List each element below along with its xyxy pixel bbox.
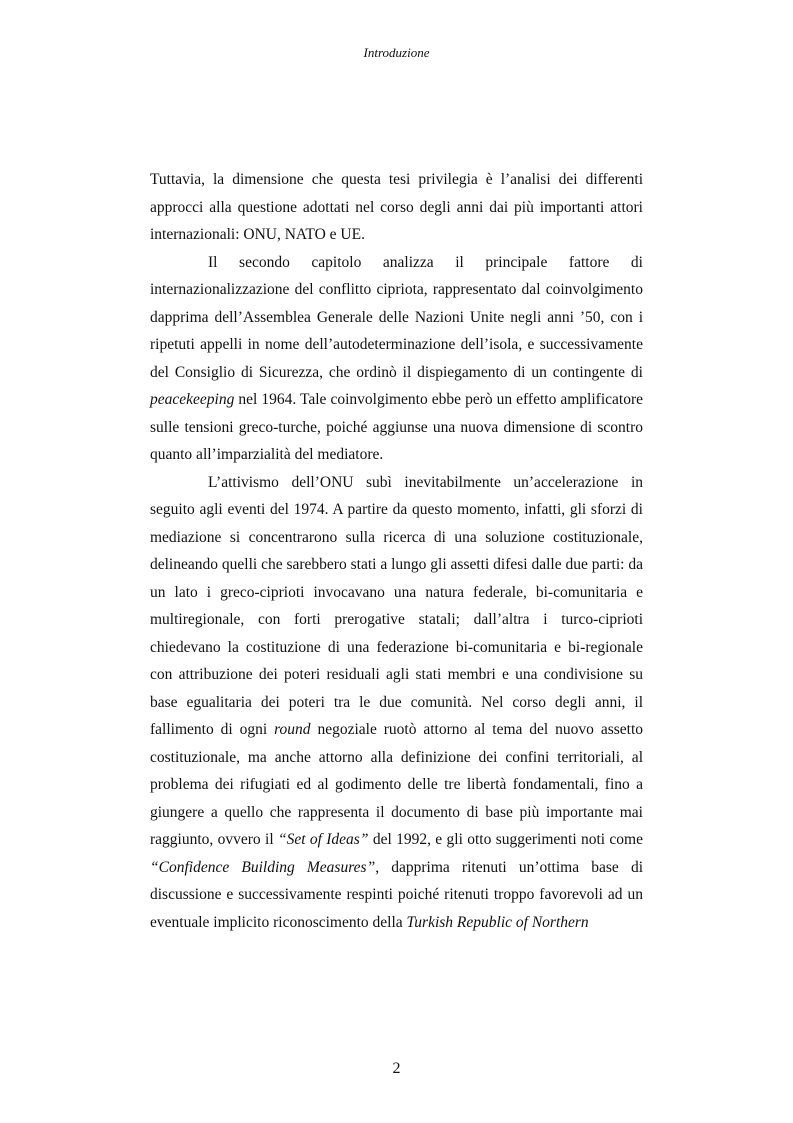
italic-term-confidence-building-measures: “Confidence Building Measures” [150,858,376,876]
page-number: 2 [392,1060,401,1077]
paragraph-1 [150,166,643,249]
text-segment: nel 1964. Tale coinvolgimento ebbe però un effetto amplificatore sulle tensioni greco-turche, poiché aggiunse una nuova dimensione di scontro quanto all’imparzialità del mediatore. [150,391,643,463]
paragraph-3 [150,469,643,937]
running-header: Introduzione [363,45,430,60]
text-segment: del 1992, e gli otto suggerimenti noti come [368,831,643,848]
text-segment: Tuttavia, la dimensione che questa tesi privilegia è l’analisi dei differenti approcci alla questione adottati nel corso degli anni dai più importanti attori internazionali: ONU, NATO e UE. [150,171,643,243]
italic-term-set-of-ideas: “Set of Ideas” [277,831,369,848]
italic-term-peacekeeping: peacekeeping [150,391,235,408]
body-text [150,166,643,936]
paragraph-2 [150,249,643,469]
text-segment: , dapprima ritenuti un’ottima base di discussione e successivamente respinti poiché ritenuti troppo favorevoli ad un eventuale implicito riconoscimento della [150,858,643,931]
text-segment: Il secondo capitolo analizza il principale fattore di internazionalizzazione del conflitto cipriota, rappresentato dal coinvolgimento dapprima dell’Assemblea Generale delle Nazioni Unite negli anni ’50, con i ripetuti appelli in nome dell’autodeterminazione dell’isola, e successivamente del Consiglio di Sicurezza, che ordinò il dispiegamento di un contingente di [150,253,643,381]
italic-term-round: round [274,721,311,738]
text-segment: negoziale ruotò attorno al tema del nuovo assetto costituzionale, ma anche attorno alla definizione dei confini territoriali, al problema dei rifugiati ed al godimento delle tre libertà fondamentali, fino a giungere a quello che rappresenta il documento di base più importante mai raggiunto, ovvero il [150,721,643,848]
italic-term-turkish-republic: Turkish Republic of Northern [406,913,589,931]
text-segment: L’attivismo dell’ONU subì inevitabilmente un’accelerazione in seguito agli eventi del 1974. A partire da questo momento, infatti, gli sforzi di mediazione si concentrarono sulla ricerca di una soluzione costituzionale, delineando quelli che sarebbero stati a lungo gli assetti difesi dalle due parti: da un lato i greco-ciprioti invocavano una natura federale, bi-comunitaria e multiregionale, con forti prerogative statali; dall’altra i turco-ciprioti chiedevano la costituzione di una federazione bi-comunitaria e bi-regionale con attribuzione dei poteri residuali agli stati membri e una condivisione su base egualitaria dei poteri tra le due comunità. Nel corso degli anni, il fallimento di ogni [150,473,643,738]
